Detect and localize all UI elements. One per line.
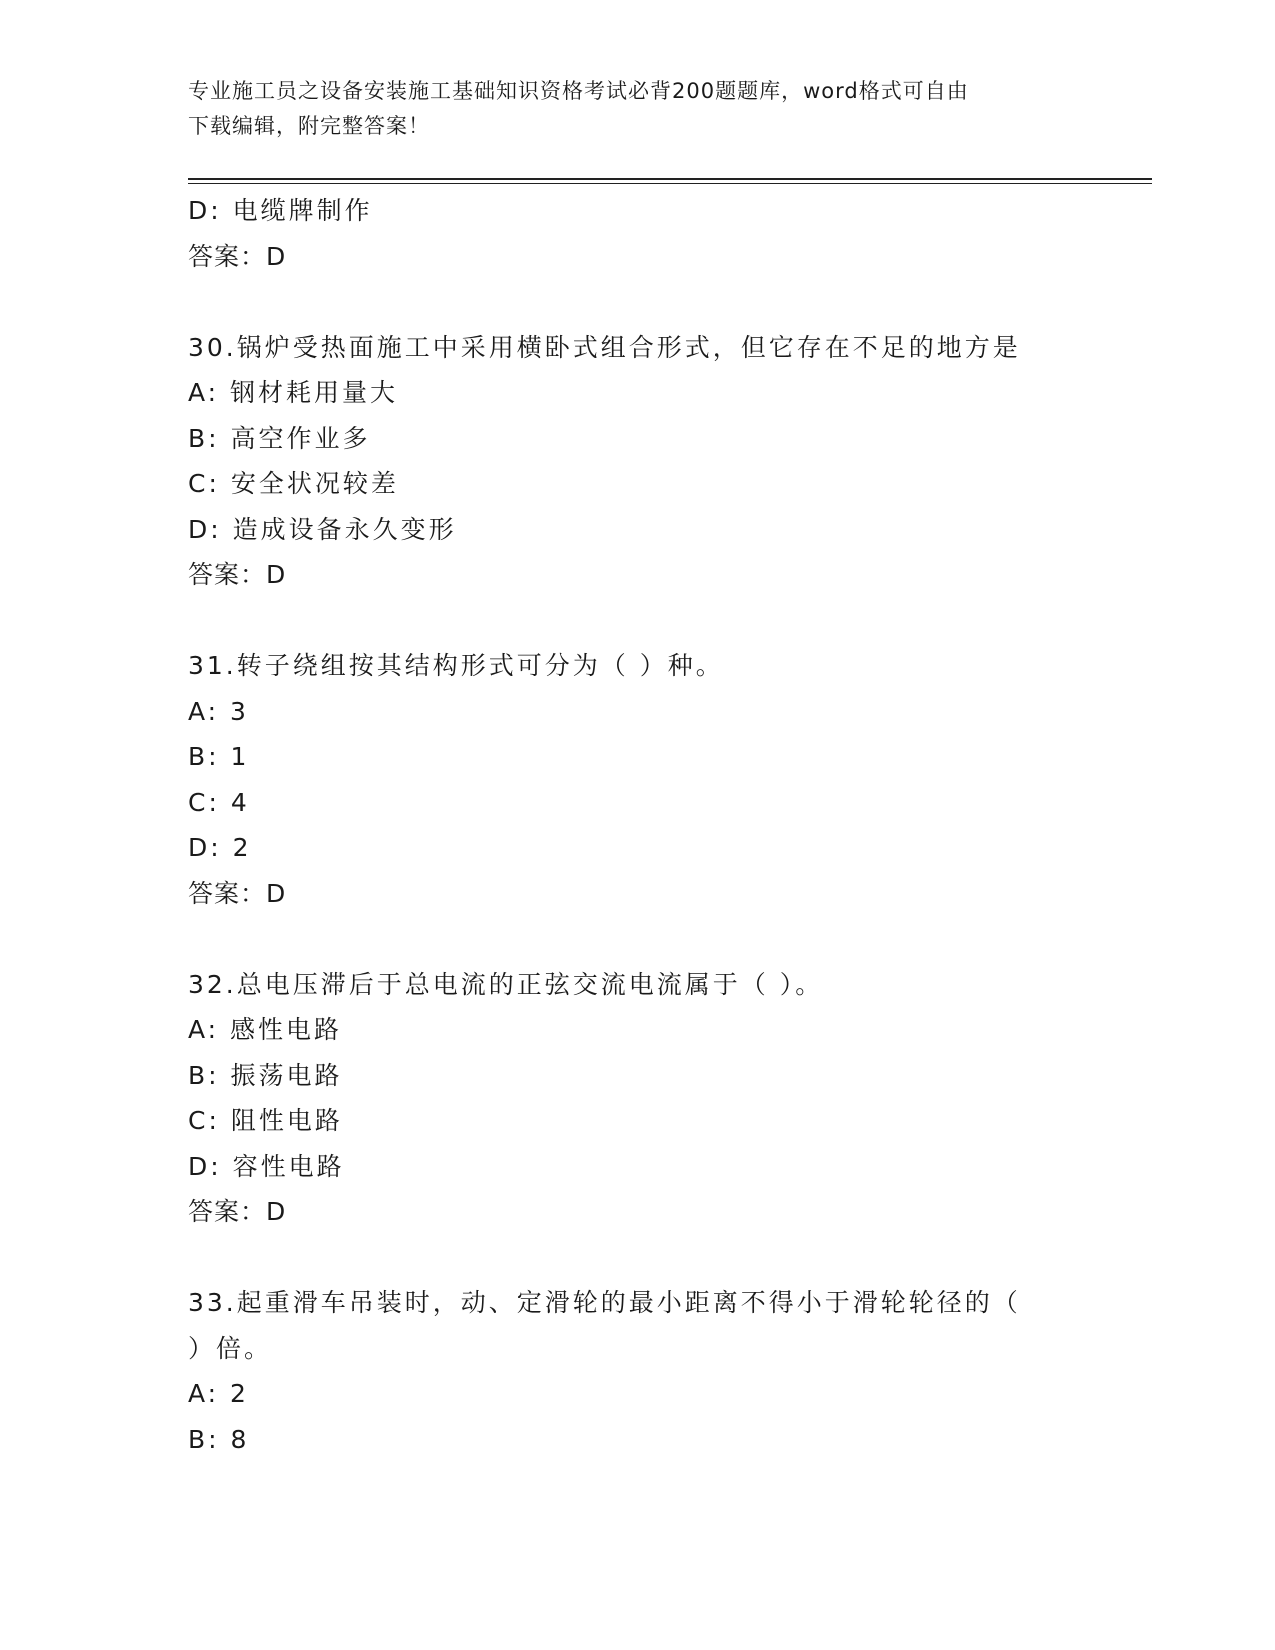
question-32 [188, 962, 1088, 1235]
question-33 [188, 1280, 1088, 1462]
option-d: D: 电缆牌制作 [188, 196, 373, 225]
option-b: B: 1 [188, 742, 250, 771]
question-stem: 32.总电压滞后于总电流的正弦交流电流属于（ ）。 [188, 969, 824, 999]
header-line-2: 下载编辑，附完整答案！ [188, 114, 430, 138]
option-d: D: 容性电路 [188, 1151, 345, 1181]
option-c: C: 4 [188, 787, 250, 817]
question-stem: 30.锅炉受热面施工中采用横卧式组合形式，但它存在不足的地方是 [188, 332, 1021, 362]
page-header [188, 74, 1088, 144]
spacer [188, 916, 1088, 962]
answer: 答案：D [188, 1197, 287, 1226]
question-stem: 31.转子绕组按其结构形式可分为（ ）种。 [188, 651, 724, 680]
spacer [188, 279, 1088, 325]
question-stem-line-1: 33.起重滑车吊装时，动、定滑轮的最小距离不得小于滑轮轮径的（ [188, 1288, 1021, 1317]
option-b: B: 8 [188, 1424, 250, 1454]
answer: 答案：D [188, 560, 287, 589]
question-list [188, 188, 1088, 1462]
option-a: A: 钢材耗用量大 [188, 378, 399, 407]
answer: 答案：D [188, 241, 287, 271]
question-stem-line-2: ）倍。 [188, 1333, 273, 1363]
option-c: C: 阻性电路 [188, 1106, 343, 1135]
spacer [188, 1235, 1088, 1281]
option-b: B: 振荡电路 [188, 1060, 343, 1090]
option-a: A: 3 [188, 696, 249, 726]
question-30 [188, 325, 1088, 598]
option-d: D: 造成设备永久变形 [188, 514, 457, 544]
option-a: A: 感性电路 [188, 1015, 343, 1044]
header-rule-thick [188, 178, 1152, 180]
option-a: A: 2 [188, 1379, 249, 1408]
question-31 [188, 643, 1088, 916]
option-d: D: 2 [188, 833, 252, 862]
header-line-1: 专业施工员之设备安装施工基础知识资格考试必背200题题库，word格式可自由 [188, 79, 969, 103]
option-c: C: 安全状况较差 [188, 469, 399, 498]
previous-question-tail [188, 188, 1088, 279]
spacer [188, 598, 1088, 644]
option-b: B: 高空作业多 [188, 423, 371, 453]
answer: 答案：D [188, 878, 287, 908]
header-rule-thin [188, 183, 1152, 184]
